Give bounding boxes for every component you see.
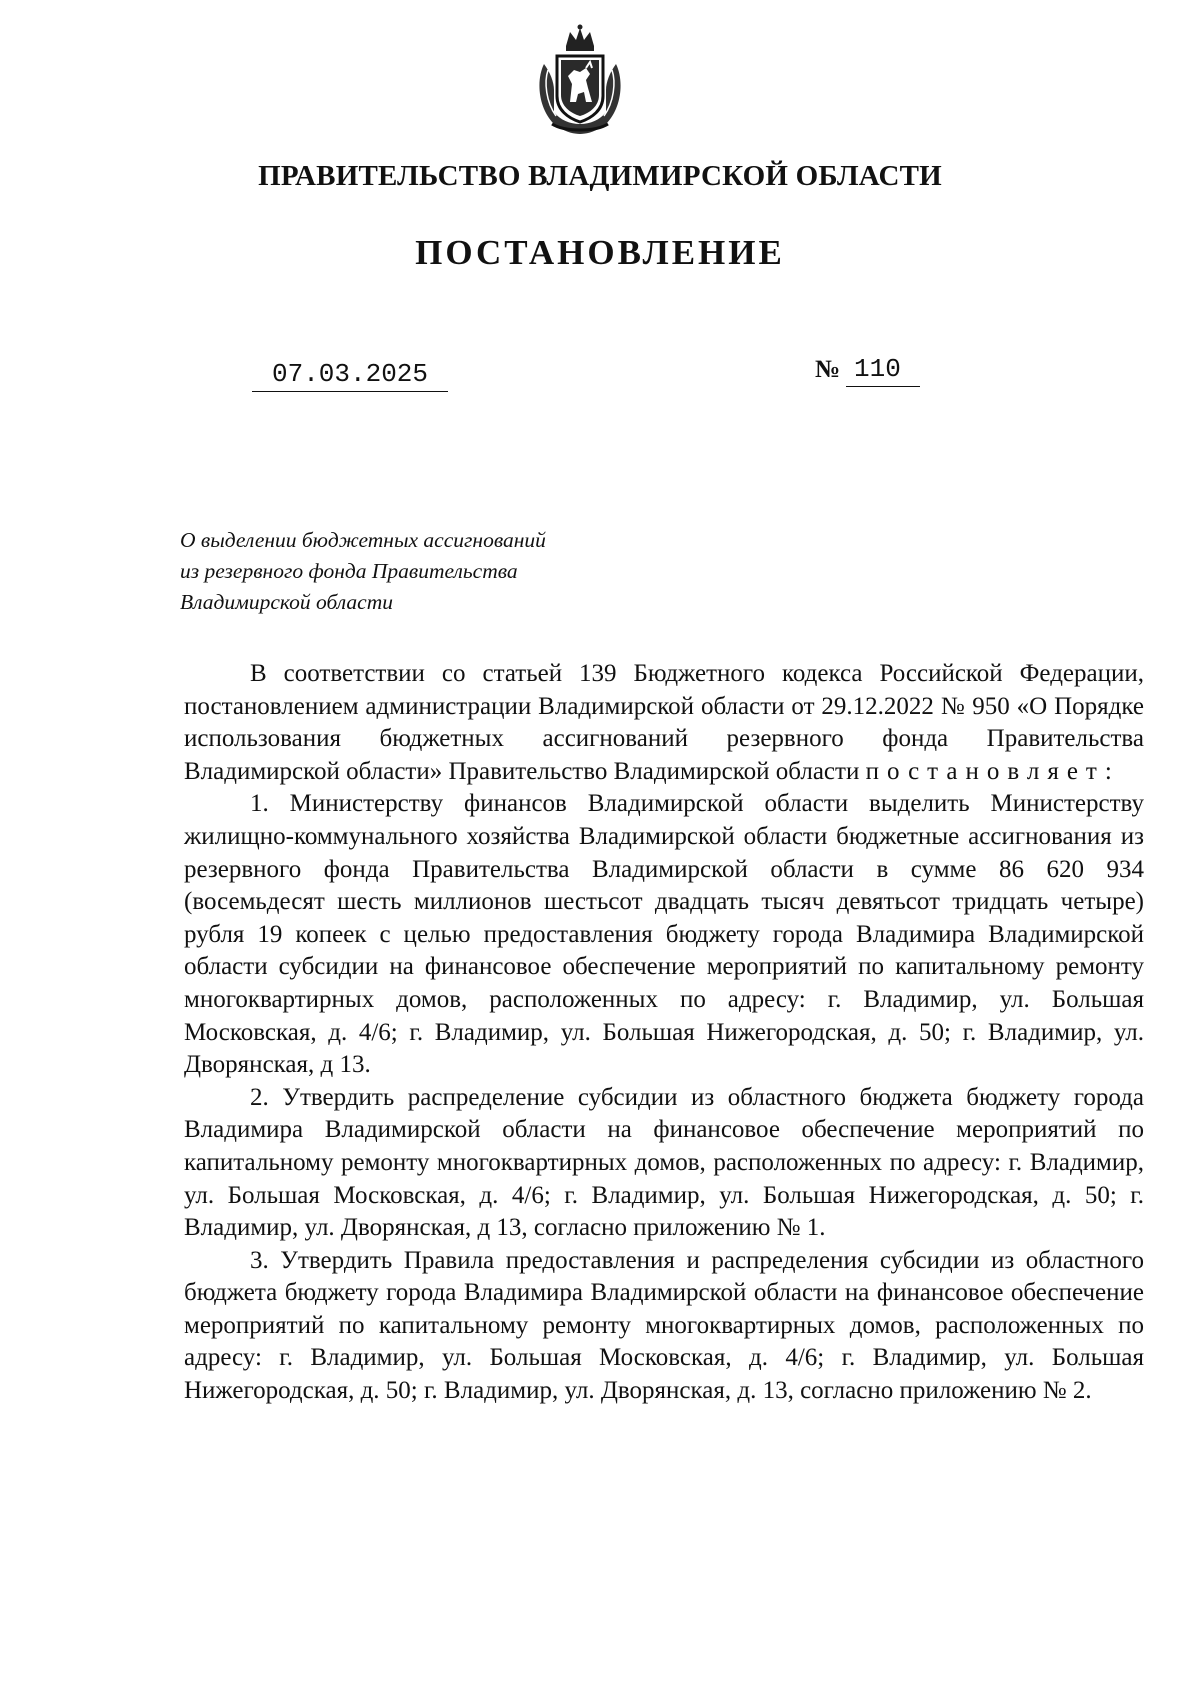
decree-item-3: 3. Утвердить Правила предоставления и распределения субсидии из областного бюджета бюджету города Владимира Владимирской области на финансовое обеспечение мероприятий по капитальному ремонту многоквартирных домов, расположенных по адресу: г. Владимир, ул. Большая Московская, д. 4/6; г. Владимир, ул. Большая Нижегородская, д. 50; г. Владимир, ул. Дворянская, д. 13, согласно приложению № 2.: [184, 1246, 1144, 1405]
decree-word: постановляет:: [865, 757, 1120, 785]
preamble-text: В соответствии со статьей 139 Бюджетного кодекса Российской Федерации, постановлением администрации Владимирской области от 29.12.2022 № 950 «О Порядке использования бюджетных ассигнований резервного фонда Правительства Владимирской области» Правительство Владимирской области: [184, 660, 1144, 785]
subject-line: О выделении бюджетных ассигнований: [180, 528, 546, 552]
decree-subject: [180, 525, 620, 618]
decree-date: 07.03.2025: [271, 359, 429, 389]
decree-item-1: 1. Министерству финансов Владимирской области выделить Министерству жилищно-коммунального хозяйства Владимирской области бюджетные ассигнования из резервного фонда Правительства Владимирской области в сумме 86 620 934 (восемьдесят шесть миллионов шестьсот двадцать тысяч девятьсот тридцать четыре) рубля 19 копеек с целью предоставления бюджету города Владимира Владимирской области субсидии на финансовое обеспечение мероприятий по капитальному ремонту многоквартирных домов, расположенных по адресу: г. Владимир, ул. Большая Московская, д. 4/6; г. Владимир, ул. Большая Нижегородская, д. 50; г. Владимир, ул. Дворянская, д 13.: [184, 790, 1144, 1079]
document-type-title: ПОСТАНОВЛЕНИЕ: [415, 233, 785, 272]
coat-of-arms-icon: [530, 24, 630, 136]
decree-date-field: [252, 357, 448, 392]
government-title: ПРАВИТЕЛЬСТВО ВЛАДИМИРСКОЙ ОБЛАСТИ: [258, 160, 942, 192]
decree-number: 110: [854, 354, 901, 384]
number-sign: №: [815, 356, 841, 383]
subject-line: из резервного фонда Правительства: [180, 559, 518, 583]
decree-number-field: [846, 352, 920, 387]
decree-item-2: 2. Утвердить распределение субсидии из областного бюджета бюджету города Владимира Владимирской области на финансовое обеспечение мероприятий по капитальному ремонту многоквартирных домов, расположенных по адресу: г. Владимир, ул. Большая Московская, д. 4/6; г. Владимир, ул. Большая Нижегородская, д. 50; г. Владимир, ул. Дворянская, д 13, согласно приложению № 1.: [184, 1083, 1144, 1242]
preamble-paragraph: [184, 658, 1144, 788]
decree-body: [184, 658, 1144, 1408]
subject-line: Владимирской области: [180, 590, 393, 614]
